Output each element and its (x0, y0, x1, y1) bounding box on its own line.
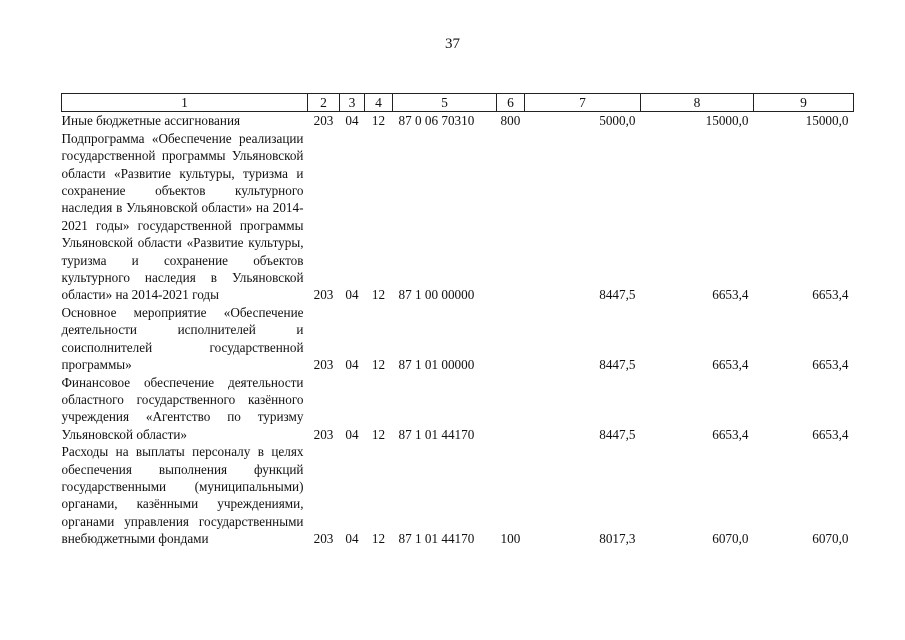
cell-col-4: 12 (371, 113, 386, 129)
cell-col-6 (497, 304, 525, 374)
table-header (62, 94, 854, 112)
cell-col-9: 6653,4 (812, 287, 849, 303)
row-name: Основное мероприятие «Обеспечение деятельности исполнителей и соисполнителей государственной программы» (61, 304, 304, 373)
table-row (62, 112, 854, 130)
cell-col-3: 04 (345, 357, 359, 373)
header-col-9: 9 (754, 94, 854, 112)
header-col-3: 3 (340, 94, 365, 112)
header-col-4: 4 (365, 94, 393, 112)
cell-col-8: 6653,4 (712, 287, 749, 303)
cell-col-8: 6653,4 (712, 426, 749, 442)
header-col-1: 1 (62, 94, 308, 112)
table-body (62, 112, 854, 548)
cell-col-8: 15000,0 (705, 113, 749, 129)
row-name: Подпрограмма «Обеспечение реализации государственной программы Ульяновской области «Развитие культуры, туризма и сохранение объектов культурного наследия в Ульяновской области» на 2014-2021 годы» государственной программы Ульяновской области «Развитие культуры, туризма и сохранение объектов культурного наследия в Ульяновской области» на 2014-2021 годы (61, 130, 304, 303)
cell-col-9: 15000,0 (805, 113, 849, 129)
cell-col-9: 6070,0 (812, 531, 849, 547)
cell-col-4: 12 (371, 357, 386, 373)
row-name: Расходы на выплаты персоналу в целях обеспечения выполнения функций государственными (муниципальными) органами, казёнными учреждениями, органами управления государственными внебюджетными фондами (61, 444, 304, 547)
cell-col-2: 203 (313, 531, 334, 547)
cell-col-2: 203 (313, 357, 334, 373)
header-col-2: 2 (308, 94, 340, 112)
row-name: Финансовое обеспечение деятельности областного государственного казённого учреждения «Агентство по туризму Ульяновской области» (61, 374, 304, 442)
budget-table (61, 93, 854, 548)
header-col-7: 7 (525, 94, 641, 112)
cell-col-9: 6653,4 (812, 357, 849, 373)
cell-col-2: 203 (313, 287, 334, 303)
table-row (62, 130, 854, 304)
cell-col-3: 04 (345, 287, 359, 303)
cell-col-4: 12 (371, 531, 386, 547)
cell-col-3: 04 (345, 113, 359, 129)
cell-col-5: 87 1 01 44170 (398, 426, 475, 442)
cell-col-3: 04 (345, 531, 359, 547)
cell-col-5: 87 1 00 00000 (398, 287, 475, 303)
cell-col-7: 8017,3 (599, 531, 636, 547)
row-name: Иные бюджетные ассигнования (61, 113, 241, 129)
cell-col-7: 5000,0 (599, 113, 636, 129)
header-row (62, 94, 854, 112)
cell-col-5: 87 1 01 00000 (398, 357, 475, 373)
header-col-6: 6 (497, 94, 525, 112)
table-row (62, 443, 854, 547)
table-row (62, 374, 854, 444)
cell-col-4: 12 (371, 426, 386, 442)
cell-col-4: 12 (371, 287, 386, 303)
header-col-5: 5 (393, 94, 497, 112)
cell-col-7: 8447,5 (599, 287, 636, 303)
cell-col-7: 8447,5 (599, 426, 636, 442)
cell-col-3: 04 (345, 426, 359, 442)
cell-col-8: 6653,4 (712, 357, 749, 373)
page-number: 37 (445, 36, 460, 52)
header-col-8: 8 (641, 94, 754, 112)
cell-col-6 (497, 374, 525, 444)
table-row (62, 304, 854, 374)
cell-col-2: 203 (313, 426, 334, 442)
cell-col-5: 87 1 01 44170 (398, 531, 475, 547)
cell-col-8: 6070,0 (712, 531, 749, 547)
cell-col-9: 6653,4 (812, 426, 849, 442)
cell-col-6: 100 (500, 531, 521, 547)
cell-col-5: 87 0 06 70310 (398, 113, 475, 129)
cell-col-7: 8447,5 (599, 357, 636, 373)
cell-col-6 (497, 130, 525, 304)
cell-col-2: 203 (313, 113, 334, 129)
cell-col-6: 800 (500, 113, 521, 129)
